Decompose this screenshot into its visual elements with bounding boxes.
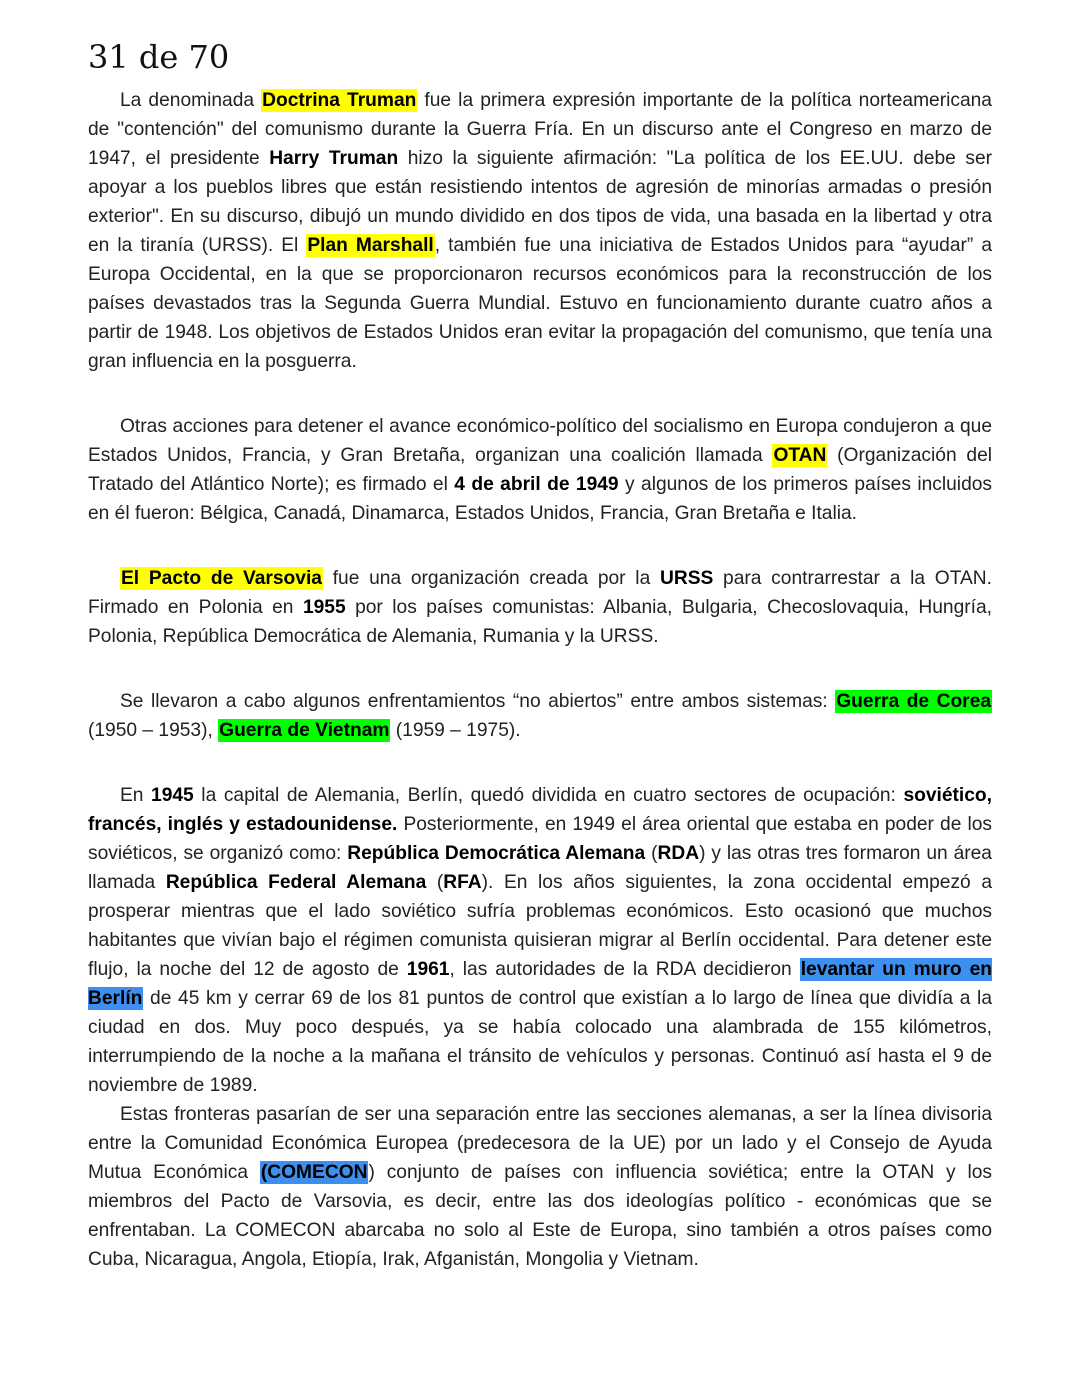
bold-text: 1945 bbox=[151, 785, 194, 806]
highlighted-term: Guerra de Vietnam bbox=[219, 720, 390, 741]
text-run: ( bbox=[645, 843, 658, 864]
highlighted-term: Guerra de Corea bbox=[836, 691, 991, 712]
text-run: (1950 – 1953), bbox=[88, 720, 219, 741]
bold-text: URSS bbox=[659, 568, 714, 589]
text-run: fue la primera expresión importante de la política norteamericana de "contención" del comunismo durante la Guerra Fría. En un discurso ante el Congreso en marzo de 1947, el presidente bbox=[88, 90, 992, 169]
paragraph bbox=[88, 687, 992, 745]
highlighted-term: Plan Marshall bbox=[307, 235, 434, 256]
text-run: y algunos de los primeros países incluidos en él fueron: Bélgica, Canadá, Dinamarca, Estados Unidos, Francia, Gran Bretaña e Italia. bbox=[88, 474, 993, 524]
text-run: por los países comunistas: Albania, Bulgaria, Checoslovaquia, Hungría, Polonia, República Democrática de Alemania, Rumania y la URSS. bbox=[88, 597, 992, 647]
text-run: En bbox=[120, 785, 152, 806]
highlighted-term: Doctrina Truman bbox=[262, 90, 417, 111]
bold-text: 1955 bbox=[302, 597, 346, 618]
text-run: para contrarrestar a la OTAN. Firmado en Polonia en bbox=[88, 568, 992, 618]
text-run: Posteriormente, en 1949 el área oriental que estaba en poder de los soviéticos, se organizó como: bbox=[88, 814, 992, 864]
text-run: (Organización del Tratado del Atlántico Norte); es firmado el bbox=[88, 445, 993, 495]
paragraph bbox=[88, 1100, 992, 1274]
highlighted-term: levantar un muro en Berlín bbox=[88, 959, 993, 1009]
bold-text: RDA bbox=[657, 843, 700, 864]
text-run: de 45 km y cerrar 69 de los 81 puntos de control que existían a lo largo de línea que dividía a la ciudad en dos. Muy poco después, ya se había colocado una alambrada de 155 kilómetros, interrumpiendo de la noche a la mañana el tránsito de vehículos y personas. Continuó así hasta el 9 de noviembre de 1989. bbox=[88, 988, 992, 1096]
bold-text: República Federal Alemana bbox=[165, 872, 427, 893]
paragraph bbox=[88, 564, 992, 651]
highlighted-term: El Pacto de Varsovia bbox=[121, 568, 322, 589]
paragraph bbox=[88, 86, 992, 376]
bold-text: 4 de abril de 1949 bbox=[454, 474, 619, 495]
paragraph bbox=[88, 781, 992, 1100]
text-run: ) conjunto de países con influencia soviética; entre la OTAN y los miembros del Pacto de Varsovia, es decir, entre las dos ideologías político - económicas que se enfrentaban. La COMECON abarcaba no solo al Este de Europa, sino también a otros países como Cuba, Nicaragua, Angola, Etiopía, Irak, Afganistán, Mongolia y Vietnam. bbox=[88, 1162, 992, 1270]
text-run: (1959 – 1975). bbox=[390, 720, 521, 741]
text-run: ( bbox=[426, 872, 444, 893]
text-run: , también fue una iniciativa de Estados Unidos para “ayudar” a Europa Occidental, en la que se proporcionaron recursos económicos para la reconstrucción de los países devastados tras la Segunda Guerra Mundial. Estuvo en funcionamiento durante cuatro años a partir de 1948. Los objetivos de Estados Unidos eran evitar la propagación del comunismo, que tenía una gran influencia en la posguerra. bbox=[88, 235, 993, 372]
text-run: Se llevaron a cabo algunos enfrentamientos “no abiertos” entre ambos sistemas: bbox=[120, 691, 836, 712]
highlighted-term: OTAN bbox=[773, 445, 827, 466]
text-run: Otras acciones para detener el avance económico-político del socialismo en Europa condujeron a que Estados Unidos, Francia, y Gran Bretaña, organizan una coalición llamada bbox=[88, 416, 992, 466]
text-run: la capital de Alemania, Berlín, quedó dividida en cuatro sectores de ocupación: bbox=[193, 785, 904, 806]
bold-text: República Democrática Alemana bbox=[347, 843, 646, 864]
bold-text: soviético, francés, inglés y estadounidense. bbox=[88, 785, 992, 835]
text-run: La denominada bbox=[120, 90, 262, 111]
text-run: ) y las otras tres formaron un área llamada bbox=[88, 843, 992, 893]
text-run: , las autoridades de la RDA decidieron bbox=[449, 959, 800, 980]
highlighted-term: (COMECON bbox=[260, 1162, 368, 1183]
paragraph bbox=[88, 412, 992, 528]
text-run: fue una organización creada por la bbox=[322, 568, 660, 589]
text-run: hizo la siguiente afirmación: "La política de los EE.UU. debe ser apoyar a los pueblos libres que están resistiendo intentos de agresión de minorías armadas o presión exterior". En su discurso, dibujó un mundo dividido en dos tipos de vida, una basada en la libertad y otra en la tiranía (URSS). El bbox=[88, 148, 993, 256]
page-number: 31 de 70 bbox=[88, 38, 230, 76]
bold-text: Harry Truman bbox=[269, 148, 399, 169]
bold-text: 1961 bbox=[406, 959, 450, 980]
document-body bbox=[88, 86, 992, 1274]
text-run: Estas fronteras pasarían de ser una separación entre las secciones alemanas, a ser la línea divisoria entre la Comunidad Económica Europea (predecesora de la UE) por un lado y el Consejo de Ayuda Mutua Económica bbox=[88, 1104, 992, 1183]
bold-text: RFA bbox=[443, 872, 482, 893]
text-run: ). En los años siguientes, la zona occidental empezó a prosperar mientras que el lado soviético sufría problemas económicos. Esto ocasionó que muchos habitantes que vivían bajo el régimen comunista quisieran migrar al Berlín occidental. Para detener este flujo, la noche del 12 de agosto de bbox=[88, 872, 992, 980]
